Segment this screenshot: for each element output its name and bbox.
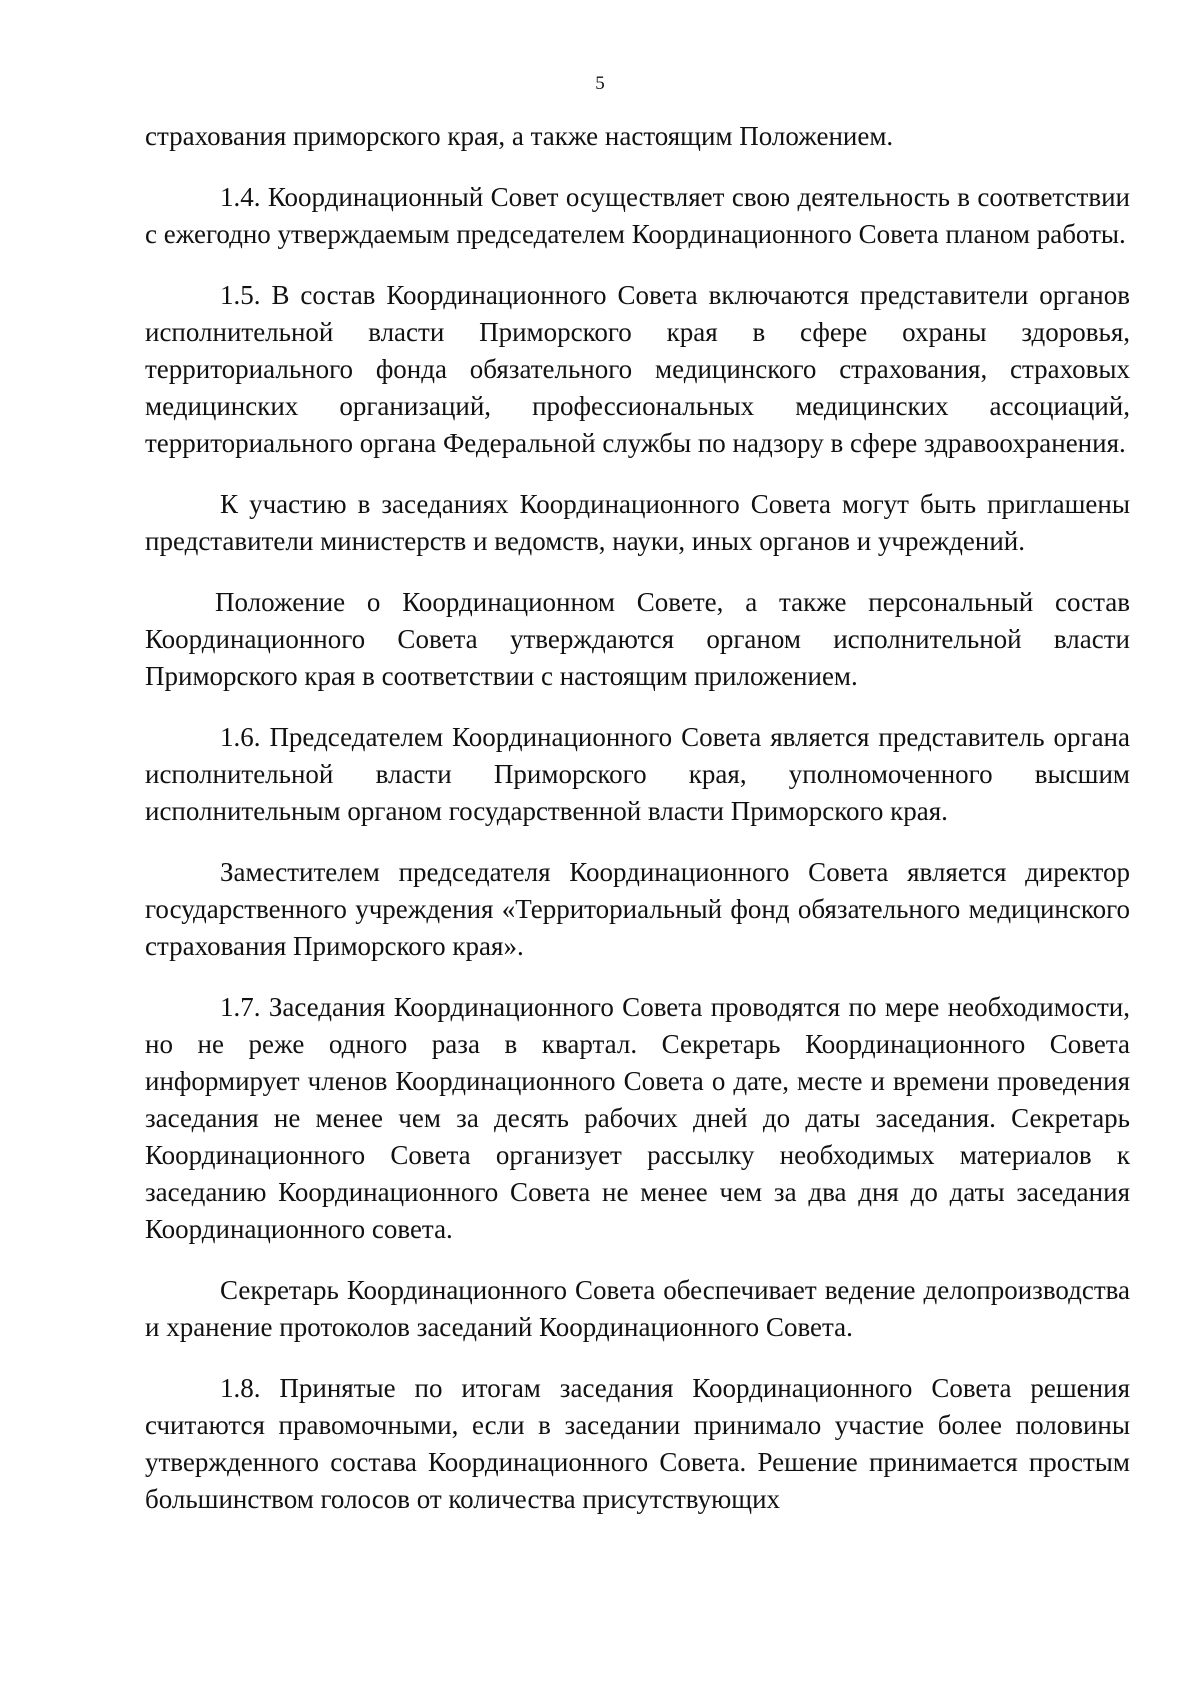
- paragraph-continuation: страхования приморского края, а также настоящим Положением.: [145, 121, 894, 151]
- paragraph-participation: К участию в заседаниях Координационного Совета могут быть приглашены представители министерств и ведомств, науки, иных органов и учреждений.: [145, 489, 1130, 556]
- paragraph-1-4: 1.4. Координационный Совет осуществляет свою деятельность в соответствии с ежегодно утверждаемым председателем Координационного Совета планом работы.: [145, 182, 1130, 249]
- paragraph-deputy-chairman: Заместителем председателя Координационного Совета является директор государственного учреждения «Территориальный фонд обязательного медицинского страхования Приморского края».: [145, 857, 1130, 961]
- paragraph-regulation: Положение о Координационном Совете, а также персональный состав Координационного Совета утверждаются органом исполнительной власти Приморского края в соответствии с настоящим приложением.: [145, 587, 1130, 691]
- paragraph-1-7: 1.7. Заседания Координационного Совета проводятся по мере необходимости, но не реже одного раза в квартал. Секретарь Координационного Совета информирует членов Координационного Совета о дате, месте и времени проведения заседания не менее чем за десять рабочих дней до даты заседания. Секретарь Координационного Совета организует рассылку необходимых материалов к заседанию Координационного Совета не менее чем за два дня до даты заседания Координационного совета.: [145, 992, 1130, 1244]
- paragraph-1-5: 1.5. В состав Координационного Совета включаются представители органов исполнительной власти Приморского края в сфере охраны здоровья, территориального фонда обязательного медицинского страхования, страховых медицинских организаций, профессиональных медицинских ассоциаций, территориального органа Федеральной службы по надзору в сфере здравоохранения.: [145, 280, 1130, 458]
- page-number: 5: [595, 73, 605, 94]
- paragraph-secretary: Секретарь Координационного Совета обеспечивает ведение делопроизводства и хранение протоколов заседаний Координационного Совета.: [145, 1275, 1130, 1342]
- paragraph-1-8: 1.8. Принятые по итогам заседания Координационного Совета решения считаются правомочными, если в заседании принимало участие более половины утвержденного состава Координационного Совета. Решение принимается простым большинством голосов от количества присутствующих: [145, 1373, 1130, 1514]
- document-body: [145, 118, 1130, 1518]
- paragraph-1-6: 1.6. Председателем Координационного Совета является представитель органа исполнительной власти Приморского края, уполномоченного высшим исполнительным органом государственной власти Приморского края.: [145, 722, 1130, 826]
